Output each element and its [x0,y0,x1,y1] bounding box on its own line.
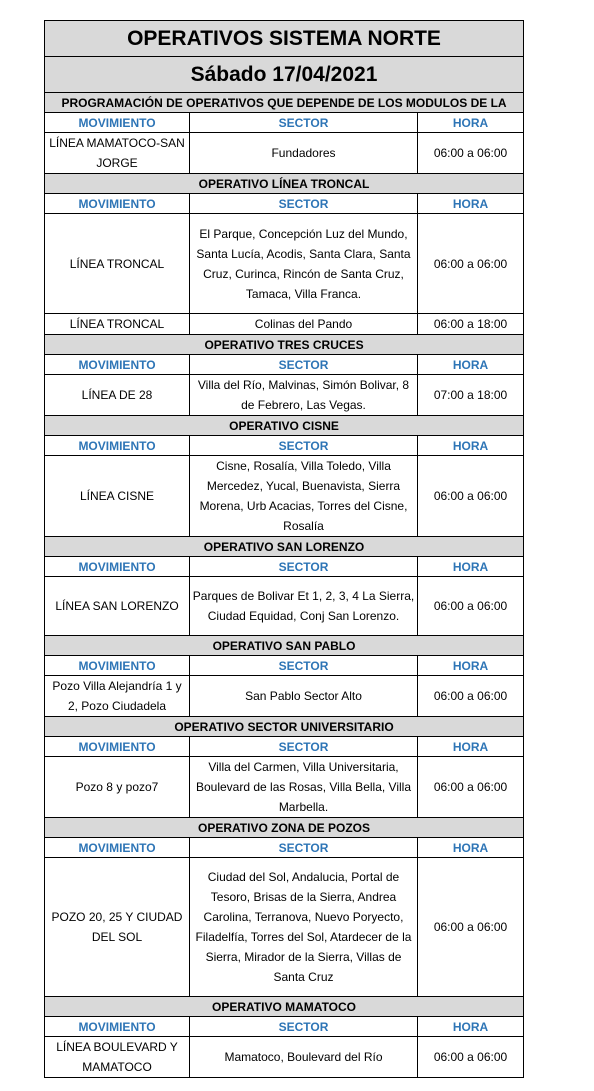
movimiento-cell[interactable]: LÍNEA MAMATOCO-SAN JORGE [45,133,190,174]
movimiento-cell[interactable]: POZO 20, 25 Y CIUDAD DEL SOL [45,858,190,997]
section-title[interactable]: OPERATIVO TRES CRUCES [45,335,524,355]
column-header-movimiento[interactable]: MOVIMIENTO [45,436,190,456]
column-header-hora[interactable]: HORA [418,838,524,858]
table-row [45,133,524,174]
column-header-row [45,113,524,133]
section-header-row [45,636,524,656]
section-title[interactable]: OPERATIVO CISNE [45,416,524,436]
section-title[interactable]: OPERATIVO MAMATOCO [45,997,524,1017]
table-row [45,577,524,636]
column-header-row [45,737,524,757]
sector-cell[interactable]: Mamatoco, Boulevard del Río [190,1037,418,1078]
movimiento-cell[interactable]: LÍNEA CISNE [45,456,190,537]
sheet-date: Sábado 17/04/2021 [190,62,378,86]
column-header-movimiento[interactable]: MOVIMIENTO [45,557,190,577]
table-row [45,676,524,717]
sheet-title-cell[interactable] [45,21,524,57]
column-header-row [45,557,524,577]
hora-cell[interactable]: 06:00 a 06:00 [418,676,524,717]
date-row [45,57,524,93]
column-header-sector[interactable]: SECTOR [190,656,418,676]
hora-cell[interactable]: 07:00 a 18:00 [418,375,524,416]
table-row [45,375,524,416]
column-header-row [45,194,524,214]
movimiento-cell[interactable]: LÍNEA SAN LORENZO [45,577,190,636]
sector-cell[interactable]: Villa del Carmen, Villa Universitaria, Boulevard de las Rosas, Villa Bella, Villa Marbella. [190,757,418,818]
table-row [45,314,524,335]
hora-cell[interactable]: 06:00 a 06:00 [418,1037,524,1078]
movimiento-cell[interactable]: LÍNEA TRONCAL [45,214,190,314]
table-row [45,858,524,997]
section-title[interactable]: OPERATIVO LÍNEA TRONCAL [45,174,524,194]
column-header-hora[interactable]: HORA [418,436,524,456]
schedule-table [44,20,524,1078]
column-header-row [45,355,524,375]
section-title[interactable]: OPERATIVO SECTOR UNIVERSITARIO [45,717,524,737]
column-header-movimiento[interactable]: MOVIMIENTO [45,656,190,676]
movimiento-cell[interactable]: Pozo 8 y pozo7 [45,757,190,818]
column-header-row [45,1017,524,1037]
column-header-movimiento[interactable]: MOVIMIENTO [45,1017,190,1037]
column-header-row [45,436,524,456]
hora-cell[interactable]: 06:00 a 06:00 [418,577,524,636]
section-header-row [45,818,524,838]
hora-cell[interactable]: 06:00 a 06:00 [418,757,524,818]
sector-cell[interactable]: Ciudad del Sol, Andalucia, Portal de Tesoro, Brisas de la Sierra, Andrea Carolina, Terranova, Nuevo Poryecto, Filadelfía, Torres del Sol, Atardecer de la Sierra, Mirador de la Sierra, Villas de Santa Cruz [190,858,418,997]
hora-cell[interactable]: 06:00 a 18:00 [418,314,524,335]
sector-cell[interactable]: El Parque, Concepción Luz del Mundo, Santa Lucía, Acodis, Santa Clara, Santa Cruz, Curinca, Rincón de Santa Cruz, Tamaca, Villa Franca. [190,214,418,314]
table-row [45,1037,524,1078]
column-header-hora[interactable]: HORA [418,194,524,214]
sheet-date-cell[interactable] [45,57,524,93]
section-title[interactable]: OPERATIVO SAN LORENZO [45,537,524,557]
table-row [45,456,524,537]
section-header-row [45,537,524,557]
sector-cell[interactable]: Colinas del Pando [190,314,418,335]
table-row [45,757,524,818]
movimiento-cell[interactable]: Pozo Villa Alejandría 1 y 2, Pozo Ciudadela [45,676,190,717]
movimiento-cell[interactable]: LÍNEA TRONCAL [45,314,190,335]
column-header-movimiento[interactable]: MOVIMIENTO [45,194,190,214]
sector-cell[interactable]: Cisne, Rosalía, Villa Toledo, Villa Mercedez, Yucal, Buenavista, Sierra Morena, Urb Acacias, Torres del Cisne, Rosalía [190,456,418,537]
hora-cell[interactable]: 06:00 a 06:00 [418,214,524,314]
subtitle-row [45,93,524,113]
section-header-row [45,335,524,355]
sector-cell[interactable]: Villa del Río, Malvinas, Simón Bolivar, 8 de Febrero, Las Vegas. [190,375,418,416]
column-header-sector[interactable]: SECTOR [190,355,418,375]
section-header-row [45,997,524,1017]
sheet-title: OPERATIVOS SISTEMA NORTE [127,26,441,50]
column-header-movimiento[interactable]: MOVIMIENTO [45,737,190,757]
table-row [45,214,524,314]
column-header-sector[interactable]: SECTOR [190,436,418,456]
column-header-sector[interactable]: SECTOR [190,737,418,757]
column-header-hora[interactable]: HORA [418,113,524,133]
column-header-sector[interactable]: SECTOR [190,838,418,858]
column-header-sector[interactable]: SECTOR [190,1017,418,1037]
column-header-sector[interactable]: SECTOR [190,557,418,577]
column-header-hora[interactable]: HORA [418,557,524,577]
movimiento-cell[interactable]: LÍNEA DE 28 [45,375,190,416]
column-header-movimiento[interactable]: MOVIMIENTO [45,838,190,858]
hora-cell[interactable]: 06:00 a 06:00 [418,858,524,997]
column-header-sector[interactable]: SECTOR [190,194,418,214]
column-header-sector[interactable]: SECTOR [190,113,418,133]
column-header-row [45,838,524,858]
section-title[interactable]: OPERATIVO ZONA DE POZOS [45,818,524,838]
section-header-row [45,717,524,737]
column-header-movimiento[interactable]: MOVIMIENTO [45,113,190,133]
column-header-row [45,656,524,676]
sector-cell[interactable]: Parques de Bolivar Et 1, 2, 3, 4 La Sierra, Ciudad Equidad, Conj San Lorenzo. [190,577,418,636]
sheet-subtitle: PROGRAMACIÓN DE OPERATIVOS QUE DEPENDE DE LOS MODULOS DE LA [61,95,507,110]
column-header-hora[interactable]: HORA [418,737,524,757]
column-header-movimiento[interactable]: MOVIMIENTO [45,355,190,375]
movimiento-cell[interactable]: LÍNEA BOULEVARD Y MAMATOCO [45,1037,190,1078]
section-title[interactable]: OPERATIVO SAN PABLO [45,636,524,656]
section-header-row [45,174,524,194]
hora-cell[interactable]: 06:00 a 06:00 [418,456,524,537]
title-row [45,21,524,57]
hora-cell[interactable]: 06:00 a 06:00 [418,133,524,174]
column-header-hora[interactable]: HORA [418,355,524,375]
column-header-hora[interactable]: HORA [418,656,524,676]
section-header-row [45,416,524,436]
sector-cell[interactable]: Fundadores [190,133,418,174]
sheet-subtitle-cell[interactable] [45,93,524,113]
sector-cell[interactable]: San Pablo Sector Alto [190,676,418,717]
column-header-hora[interactable]: HORA [418,1017,524,1037]
